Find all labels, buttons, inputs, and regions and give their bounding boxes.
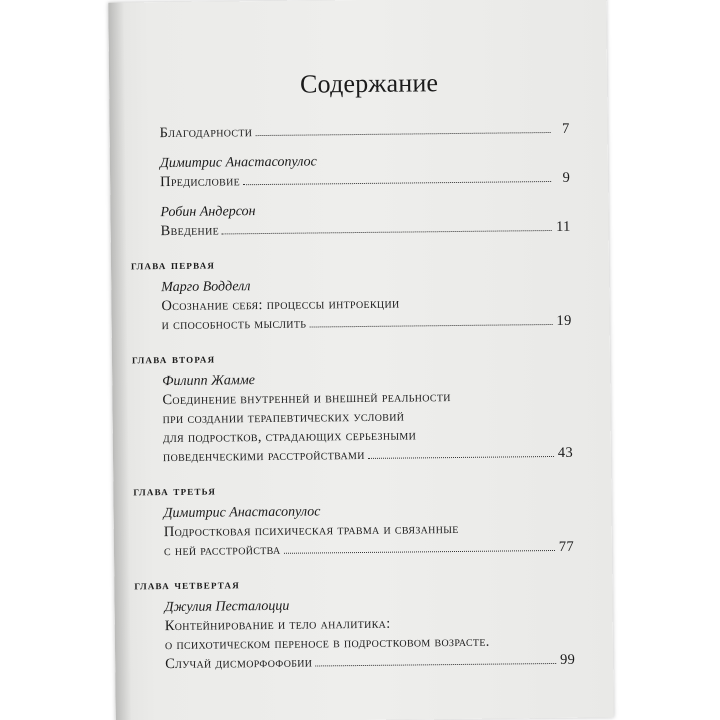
dot-leader <box>309 323 552 328</box>
toc-line-last <box>164 538 574 561</box>
toc-entry-title: и способность мыслить <box>161 315 307 334</box>
toc-entry-chapter-3 <box>134 501 575 562</box>
toc-entry-chapter-1 <box>131 275 572 336</box>
page-number: 77 <box>558 538 575 555</box>
page-number: 19 <box>556 312 572 329</box>
toc-line-last <box>162 312 572 335</box>
toc-line-last <box>165 651 575 674</box>
toc-line: при создании терапевтических условий <box>162 408 405 428</box>
toc-line: Подростковая психическая травма и связанные <box>163 520 459 541</box>
toc-line: для подростков, страдающих серьезными <box>162 427 417 447</box>
toc-line-last <box>160 120 570 143</box>
toc-author: Филипп Жамме <box>162 373 256 390</box>
toc-entry-acknowledgements <box>130 120 570 144</box>
dot-leader <box>222 229 552 234</box>
toc-author: Марго Водделл <box>161 279 251 296</box>
toc-line: Контейнирование и тело аналитика: <box>164 615 391 635</box>
page-title: Содержание <box>299 68 439 99</box>
toc-entry-chapter-2 <box>132 369 573 468</box>
dot-leader <box>255 131 550 136</box>
toc-line-last <box>160 169 570 192</box>
table-of-contents <box>129 66 575 687</box>
toc-author: Димитрис Анастасопулос <box>159 154 317 172</box>
chapter-heading: глава вторая <box>131 350 216 367</box>
toc-entry-title: Предисловие <box>160 173 241 191</box>
page-number: 7 <box>561 120 570 137</box>
toc-line: о психотическом переносе в подростковом возрасте. <box>164 633 490 654</box>
dot-leader <box>368 455 554 459</box>
toc-entry-title: с ней расстройства <box>163 541 281 560</box>
dot-leader <box>315 662 556 667</box>
page-number: 9 <box>562 169 571 186</box>
toc-entry-title: Случай дисморфофобии <box>165 654 313 673</box>
chapter-heading: глава третья <box>133 482 217 499</box>
toc-line: Соединение внутренней и внешней реальности <box>162 389 451 409</box>
toc-entry-title: поведенческими расстройствами <box>162 446 365 466</box>
toc-author: Джулия Песталоцци <box>164 598 290 616</box>
toc-author: Димитрис Анастасопулос <box>163 504 321 522</box>
chapter-heading: глава первая <box>130 256 216 273</box>
toc-author: Робин Андерсон <box>160 204 256 221</box>
dot-leader <box>243 180 551 185</box>
toc-entry-title: Введение <box>160 222 220 240</box>
toc-entry-preface <box>130 151 570 193</box>
page-number: 11 <box>555 218 571 235</box>
book-page <box>108 0 614 720</box>
page-number: 99 <box>559 651 576 668</box>
toc-entry-chapter-4 <box>134 595 575 675</box>
dot-leader <box>284 549 556 554</box>
toc-entry-title: Благодарности <box>159 124 253 142</box>
toc-line-last <box>163 444 573 467</box>
page-number: 43 <box>557 444 574 461</box>
toc-line: Осознание себя: процессы интроекции <box>161 295 400 315</box>
chapter-heading: глава четвертая <box>134 576 240 593</box>
toc-entry-introduction <box>130 200 570 242</box>
